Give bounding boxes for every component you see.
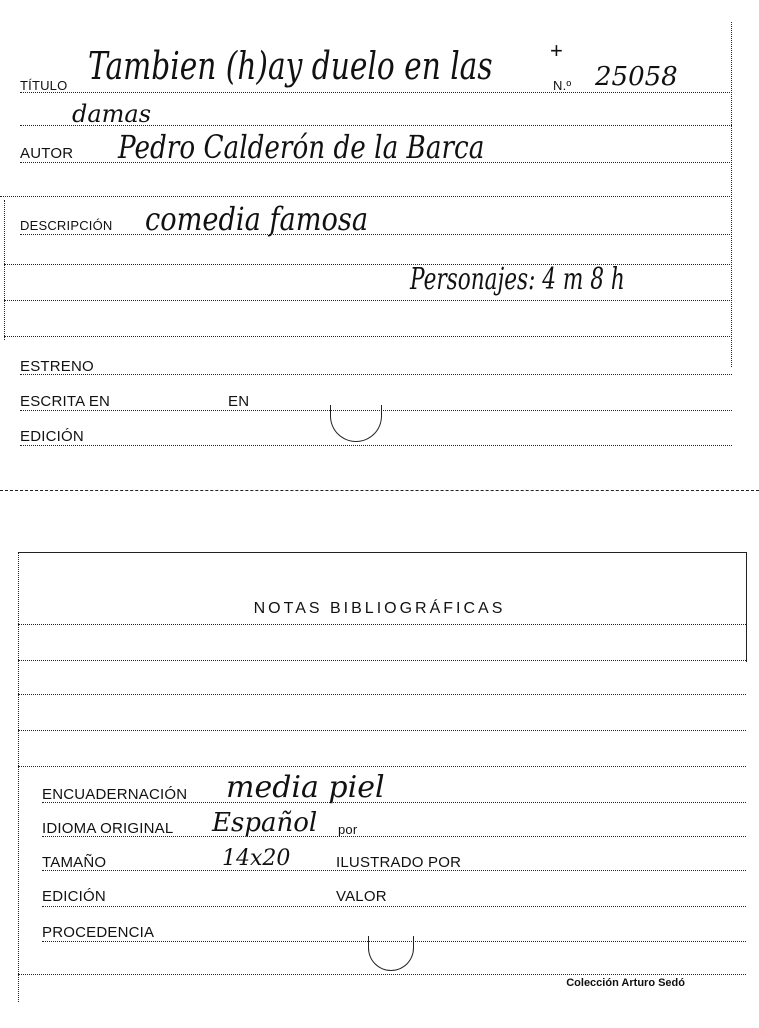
tamano-value: 14x20 [222,846,291,871]
notes-line-3 [18,694,746,695]
edicion-back-label: EDICIÓN [42,888,106,905]
footer-coleccion: Colección Arturo Sedó [566,977,685,989]
card-front-right-edge [731,22,732,367]
por-label: por [338,822,358,837]
estreno-label: ESTRENO [20,358,94,375]
autor-line [20,162,732,163]
line-2 [20,125,732,126]
notes-line-2 [18,660,746,661]
card-front [0,0,759,500]
card-back-top-edge [18,552,746,553]
tamano-label: TAMAÑO [42,854,107,871]
idioma-line [42,836,746,837]
escrita-en-label: ESCRITA EN [20,393,111,410]
card-front-bottom-edge [0,490,759,491]
autor-label: AUTOR [20,145,74,162]
line-4 [0,196,732,197]
card-front-notch [330,405,382,442]
numero-label: N.º [553,78,572,93]
notas-bibliograficas-title: NOTAS BIBLIOGRÁFICAS [253,600,506,617]
titulo-value-cont: damas [72,100,152,128]
descripcion-label: DESCRIPCIÓN [20,218,113,233]
numero-value: 25058 [595,62,678,92]
titulo-label: TÍTULO [20,78,68,93]
cross-mark: + [550,38,563,63]
autor-value: Pedro Calderón de la Barca [118,128,485,166]
notes-line-1 [18,624,746,625]
edicion-back-line [42,906,746,907]
line-7 [4,300,732,301]
tamano-line [42,870,746,871]
notes-line-4 [18,730,746,731]
titulo-line [20,92,732,93]
encuadernacion-value: media piel [226,770,385,805]
card-back-bottom-line [18,974,746,975]
card-front-left-edge [4,200,5,340]
ilustrado-por-label: ILUSTRADO POR [336,854,462,871]
idioma-original-label: IDIOMA ORIGINAL [42,820,174,837]
idioma-original-value: Español [212,808,318,838]
edicion-line [20,445,732,446]
encuadernacion-label: ENCUADERNACIÓN [42,786,188,803]
titulo-value: Tambien (h)ay duelo en las [88,44,493,88]
edicion-label: EDICIÓN [20,428,84,445]
estreno-line [20,374,732,375]
procedencia-label: PROCEDENCIA [42,924,155,941]
descripcion-line [20,234,732,235]
personajes-note: Personajes: 4 m 8 h [410,262,625,297]
valor-label: VALOR [336,888,387,905]
en-label: EN [228,393,250,410]
line-8 [4,336,732,337]
encuadernacion-line [42,802,746,803]
notes-line-5 [18,766,746,767]
card-back-left-edge [18,552,19,1002]
descripcion-value: comedia famosa [145,200,369,238]
